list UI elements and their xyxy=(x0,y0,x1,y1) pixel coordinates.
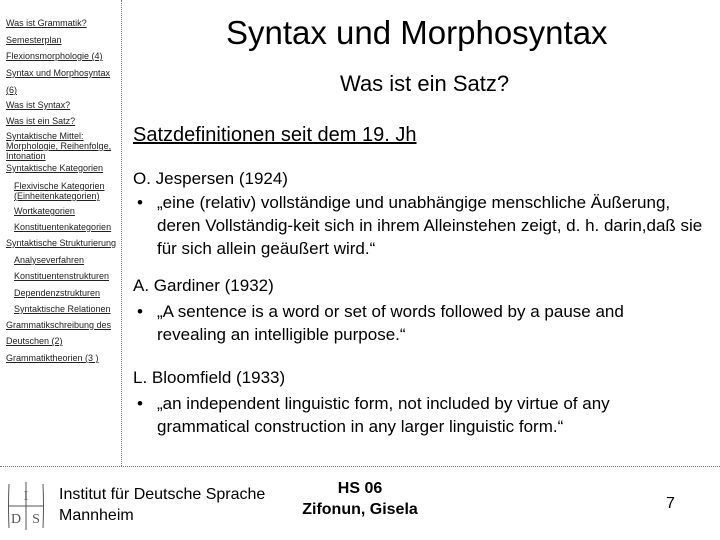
institute-name-line1: Institut für Deutsche Sprache xyxy=(59,486,266,503)
citation-quote-gardiner: „A sentence is a word or set of words followed by a pause and revealing an intelligible purpose.“ xyxy=(157,302,624,344)
page-number: 7 xyxy=(666,495,675,512)
citation-quote-jespersen: „eine (relativ) vollständige und unabhängige menschliche Äußerung, deren Vollständig-keit sich in ihrem Alleinstehen zeigt, d. h. darin,daß sie für sich allein geäußert wird.“ xyxy=(157,193,703,258)
nav-item-syntaktische-relationen[interactable]: Syntaktische Relationen xyxy=(14,304,111,314)
citation-author-jespersen: O. Jespersen (1924) xyxy=(133,169,288,188)
section-heading: Satzdefinitionen seit dem 19. Jh xyxy=(133,124,417,146)
citation-author-gardiner: A. Gardiner (1932) xyxy=(133,276,274,295)
nav-item-flexionsmorphologie[interactable]: Flexionsmorphologie (4) xyxy=(6,51,103,61)
nav-item-konstituentenkategorien[interactable]: Konstituentenkategorien xyxy=(14,222,112,232)
slide-subtitle: Was ist ein Satz? xyxy=(340,71,510,96)
nav-item-was-ist-grammatik[interactable]: Was ist Grammatik? xyxy=(6,18,87,28)
logo-letter-s: S xyxy=(32,512,40,527)
nav-item-flexivische-kategorien[interactable]: Flexivische Kategorien (Einheitenkategorien) xyxy=(14,181,105,201)
bullet-marker: • xyxy=(137,193,143,212)
nav-item-was-ist-ein-satz[interactable]: Was ist ein Satz? xyxy=(6,116,76,126)
course-info xyxy=(290,478,430,520)
footer-divider xyxy=(0,466,720,467)
nav-item-syntaktische-kategorien[interactable]: Syntaktische Kategorien xyxy=(6,163,104,173)
nav-item-konstituentenstrukturen[interactable]: Konstituentenstrukturen xyxy=(14,271,110,281)
logo-letter-d: D xyxy=(10,512,22,527)
slide-title: Syntax und Morphosyntax xyxy=(226,14,608,51)
citation-author-bloomfield: L. Bloomfield (1933) xyxy=(133,368,286,387)
institute-name xyxy=(59,484,265,526)
nav-item-was-ist-syntax[interactable]: Was ist Syntax? xyxy=(6,100,71,110)
lecturer-name: Zifonun, Gisela xyxy=(302,501,418,518)
nav-item-syntaktische-strukturierung[interactable]: Syntaktische Strukturierung xyxy=(6,238,117,248)
ids-logo-icon xyxy=(6,480,46,532)
bullet-marker: • xyxy=(137,394,143,413)
logo-letter-i: I xyxy=(23,489,29,504)
nav-item-grammatiktheorien[interactable]: Grammatiktheorien (3 ) xyxy=(6,353,99,363)
nav-item-deutschen[interactable]: Deutschen (2) xyxy=(6,336,63,346)
nav-item-grammatikschreibung[interactable]: Grammatikschreibung des xyxy=(6,320,112,330)
nav-item-semesterplan[interactable]: Semesterplan xyxy=(6,35,62,45)
nav-item-wortkategorien[interactable]: Wortkategorien xyxy=(14,206,75,216)
nav-item-syntax-und-morphosyntax[interactable]: Syntax und Morphosyntax xyxy=(6,68,111,78)
citation-quote-bloomfield: „an independent linguistic form, not included by virtue of any grammatical construction in any larger linguistic form.“ xyxy=(157,394,610,436)
institute-name-line2: Mannheim xyxy=(59,507,134,524)
nav-item-analyseverfahren[interactable]: Analyseverfahren xyxy=(14,255,85,265)
navigation-sidebar xyxy=(0,0,122,466)
course-code: HS 06 xyxy=(337,480,383,497)
nav-item-syntaktische-mittel[interactable]: Syntaktische Mittel: Morphologie, Reihenfolge, Intonation xyxy=(6,131,112,161)
bullet-marker: • xyxy=(137,302,143,321)
nav-item-syntax-count[interactable]: (6) xyxy=(6,85,17,95)
nav-item-dependenzstrukturen[interactable]: Dependenzstrukturen xyxy=(14,288,101,298)
